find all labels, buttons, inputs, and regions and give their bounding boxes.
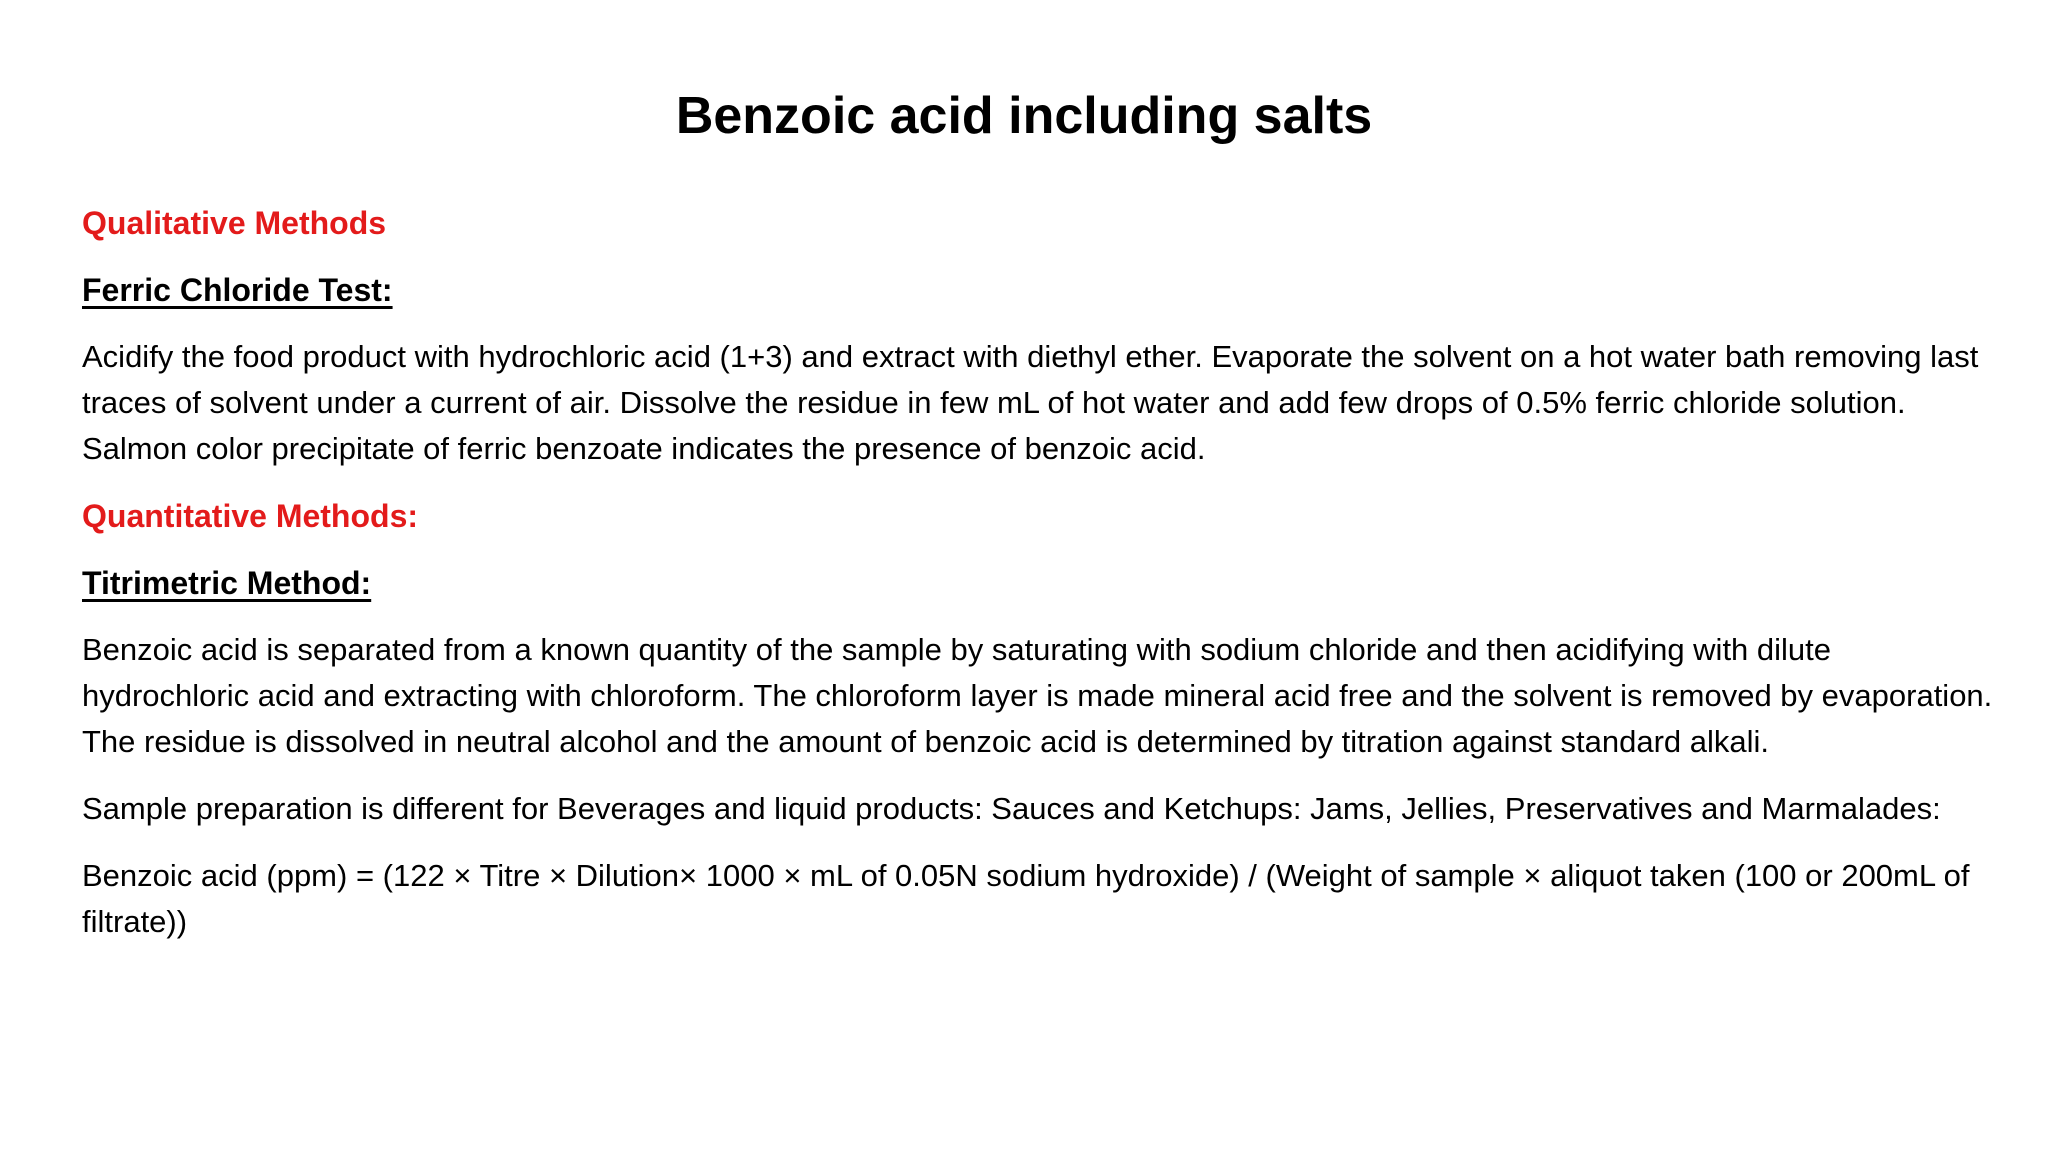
ferric-chloride-test-text: Acidify the food product with hydrochloric acid (1+3) and extract with diethyl ether. Evaporate the solvent on a hot water bath removing last traces of solvent under a current of air. Dissolve the residue in few mL of hot water and add few drops of 0.5% ferric chloride solution. Salmon color precipitate of ferric benzoate indicates the presence of benzoic acid. [82,339,1979,466]
titrimetric-method-heading: Titrimetric Method: [82,565,372,601]
quantitative-methods-heading: Quantitative Methods: [82,498,419,534]
benzoic-acid-formula: Benzoic acid (ppm) = (122 × Titre × Dilution× 1000 × mL of 0.05N sodium hydroxide) / (Weight of sample × aliquot taken (100 or 200mL of filtrate)) [82,858,1970,939]
slide-title: Benzoic acid including salts [675,87,1373,145]
ferric-chloride-test-heading: Ferric Chloride Test: [82,272,393,308]
titrimetric-method-text: Benzoic acid is separated from a known quantity of the sample by saturating with sodium chloride and then acidifying with dilute hydrochloric acid and extracting with chloroform. The chloroform layer is made mineral acid free and the solvent is removed by evaporation. The residue is dissolved in neutral alcohol and the amount of benzoic acid is determined by titration against standard alkali. [82,632,1993,759]
qualitative-methods-heading: Qualitative Methods [82,205,387,241]
sample-preparation-text: Sample preparation is different for Beverages and liquid products: Sauces and Ketchups: Jams, Jellies, Preservatives and Marmalades: [82,791,1941,826]
slide-content [82,200,2002,966]
